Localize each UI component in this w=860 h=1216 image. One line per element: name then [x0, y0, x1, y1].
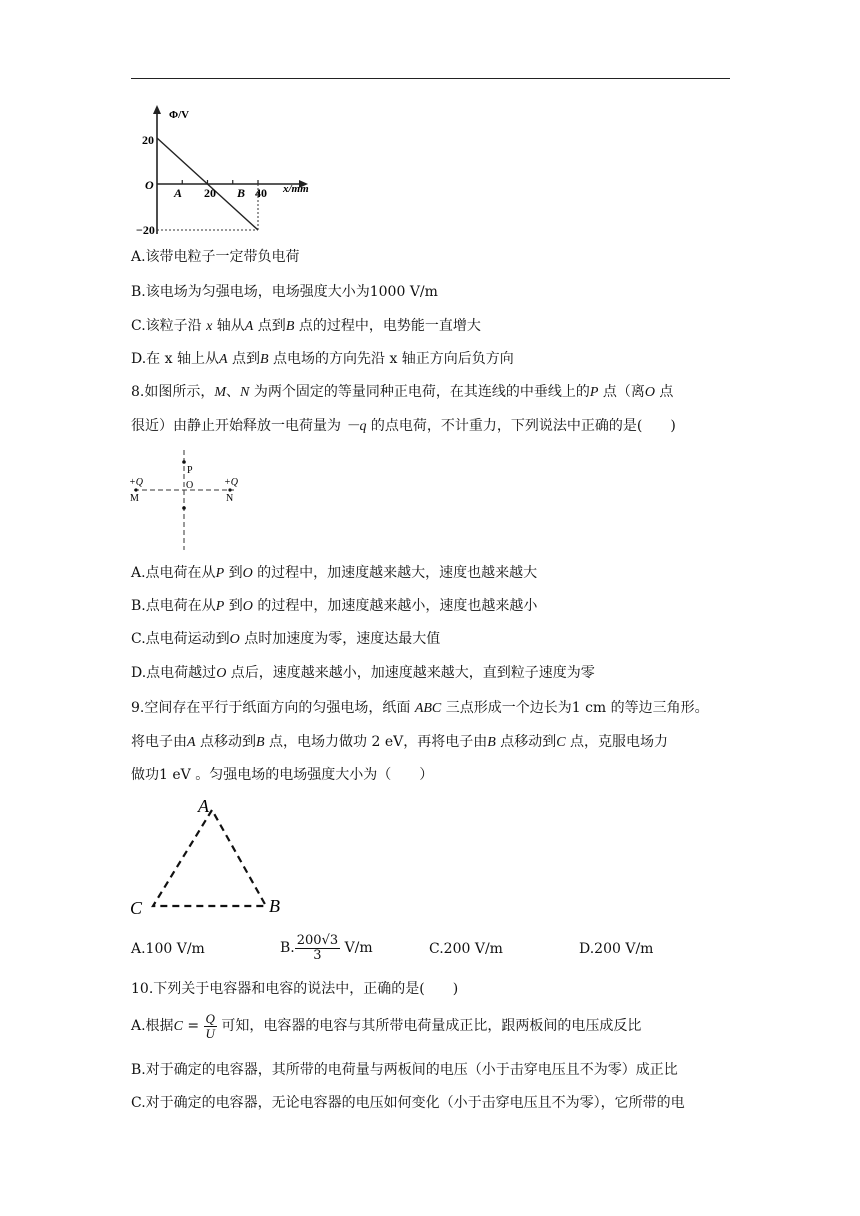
y-tick-label: 20: [142, 133, 154, 147]
point-label-n: N: [226, 493, 234, 504]
q8-stem-line-1: 8.如图所示，M、N 为两个固定的等量同种正电荷，在其连线的中垂线上的P 点（离O 点: [131, 384, 674, 400]
origin-label: O: [145, 178, 154, 192]
q9-option-b: B. $\frac{200√3}{3}$ V/m: [280, 932, 373, 963]
x-axis-label: x/mm: [283, 183, 309, 195]
point-label-m: M: [130, 493, 139, 504]
vertex-label-b: B: [269, 896, 280, 916]
q7-option-b: B.该电场为匀强电场，电场强度大小为1000 V/m: [131, 284, 438, 300]
q10-option-a: A.根据C = $\frac{Q}{U}$ 可知，电容器的电容与其所带电荷量成正比，跟两板间的电压成反比: [131, 1010, 642, 1041]
q7-option-c: C.该粒子沿 x 轴从A 点到B 点的过程中，电势能一直增大: [131, 318, 481, 334]
q9-stem-line-1: 9.空间存在平行于纸面方向的匀强电场，纸面 ABC 三点形成一个边长为1 cm 的等边三角形。: [131, 700, 709, 716]
q9-stem-line-2: 将电子由A 点移动到B 点，电场力做功 2 eV，再将电子由B 点移动到C 点，克服电场力: [131, 734, 669, 750]
potential-graph: [131, 100, 311, 240]
charge-label-left: +Q: [129, 477, 143, 488]
q7-option-a: A.该带电粒子一定带负电荷: [131, 249, 300, 265]
q9-option-a: A.100 V/m: [131, 941, 205, 957]
q8-option-d: D.点电荷越过O 点后，速度越来越小，加速度越来越大，直到粒子速度为零: [131, 665, 595, 681]
x-tick-label: 40: [255, 186, 267, 200]
vertex-label-c: C: [130, 898, 143, 918]
q9-stem-line-3: 做功1 eV 。匀强电场的电场强度大小为（ ）: [131, 767, 434, 783]
q10-option-c: C.对于确定的电容器，无论电容器的电压如何变化（小于击穿电压且不为零），它所带的电: [131, 1095, 685, 1111]
charge-label-right: +Q: [224, 477, 238, 488]
vertex-label-a: A: [198, 796, 209, 816]
q8-stem-line-2: 很近）由静止开始释放一电荷量为 －q 的点电荷，不计重力，下列说法中正确的是( ): [131, 418, 676, 434]
point-label-p: P: [187, 465, 193, 476]
q10-stem: 10.下列关于电容器和电容的说法中，正确的是( ): [131, 981, 459, 997]
q8-option-b: B.点电荷在从P 到O 的过程中，加速度越来越小，速度也越来越小: [131, 598, 538, 614]
q7-option-d: D.在 x 轴上从A 点到B 点电场的方向先沿 x 轴正方向后负方向: [131, 351, 514, 367]
point-label-a: A: [174, 186, 183, 200]
fraction: $\frac{Q}{U}$: [205, 1010, 215, 1041]
x-tick-label: 20: [204, 186, 216, 200]
q9-option-c: C.200 V/m: [429, 941, 503, 957]
y-axis-arrow-icon: [153, 105, 161, 114]
y-axis-label: Φ/V: [169, 109, 190, 121]
y-tick-label: −20: [136, 223, 155, 237]
fraction: $\frac{200√3}{3}$: [296, 932, 339, 963]
header-rule: [131, 78, 730, 79]
q8-option-a: A.点电荷在从P 到O 的过程中，加速度越来越大，速度也越来越大: [131, 565, 538, 581]
q8-option-c: C.点电荷运动到O 点时加速度为零，速度达最大值: [131, 631, 441, 647]
q9-option-d: D.200 V/m: [579, 941, 654, 957]
q10-option-b: B.对于确定的电容器，其所带的电荷量与两板间的电压（小于击穿电压且不为零）成正比: [131, 1062, 678, 1078]
charges-diagram: [126, 446, 256, 552]
triangle-diagram: [126, 794, 296, 920]
point-label-o: O: [186, 480, 194, 491]
point-label-b: B: [237, 186, 246, 200]
